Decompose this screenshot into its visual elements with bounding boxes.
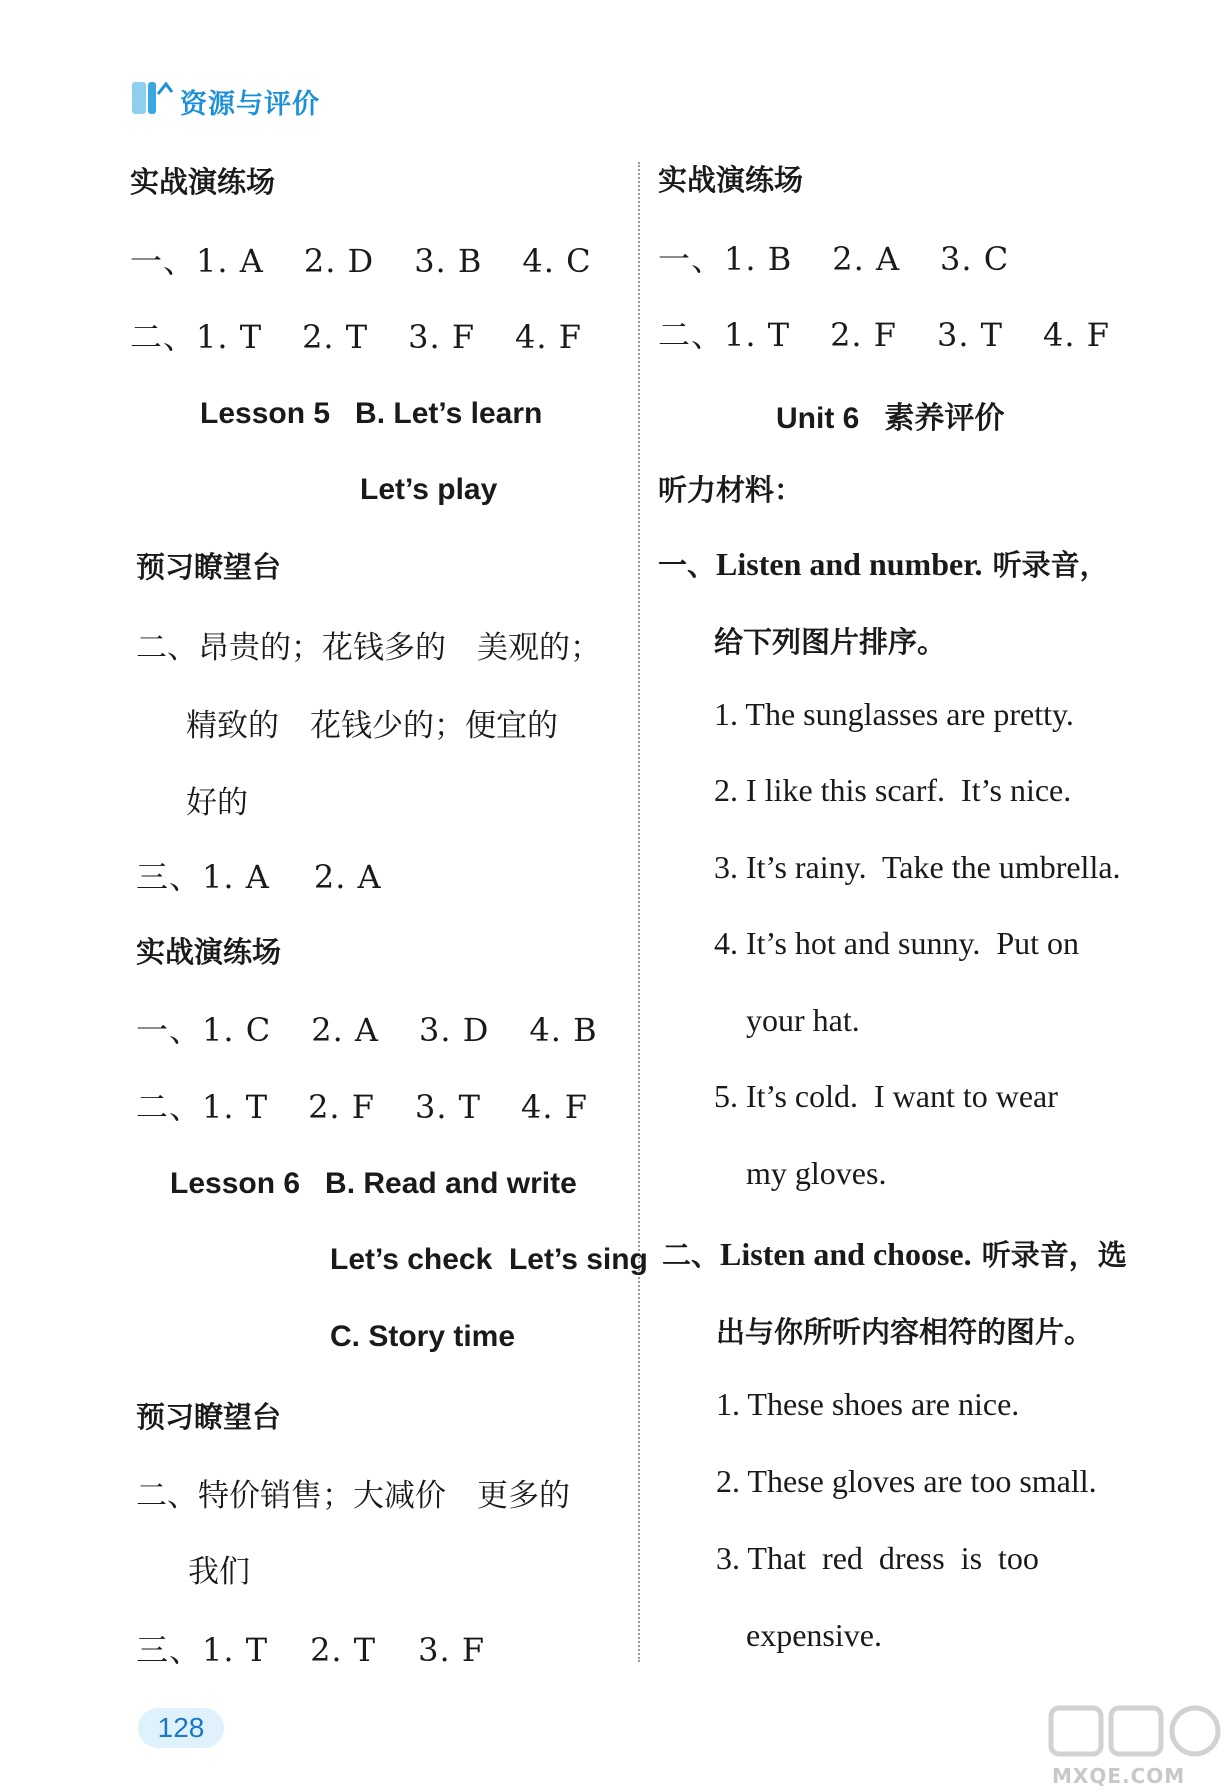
unit-heading: Unit 6 素养评价 — [776, 402, 1005, 435]
part-instruction-cont: 出与你所听内容相符的图片。 — [716, 1315, 1094, 1349]
answer-line: 二、特价销售；大减价 更多的 — [136, 1478, 570, 1514]
part-heading — [658, 543, 1109, 584]
answer: 1. T — [196, 318, 263, 356]
script-line: my gloves. — [746, 1155, 887, 1191]
answer: 3. F — [418, 1631, 486, 1669]
material-title: 听力材料： — [658, 473, 804, 507]
part-instruction-zh: 听录音， — [982, 548, 1109, 582]
answer: 3. C — [940, 240, 1010, 278]
lesson-heading: Lesson 5 B. Let’s learn — [200, 397, 543, 430]
answer: 1. A — [196, 242, 264, 280]
question-label: 一、 — [136, 1011, 203, 1049]
question-label: 一、 — [130, 242, 197, 280]
answer-line: 我们 — [188, 1554, 250, 1590]
answer: 3. T — [936, 316, 1004, 354]
script-line: your hat. — [746, 1002, 860, 1038]
section-title: 预习瞭望台 — [136, 550, 282, 584]
answer: 1. T — [724, 316, 791, 354]
answer-row — [658, 310, 1110, 356]
section-title: 实战演练场 — [658, 163, 804, 197]
answer: 2. A — [313, 858, 382, 896]
answer: 2. F — [830, 316, 897, 354]
answer: 3. D — [419, 1011, 490, 1049]
part-instruction-en: Listen and number. — [716, 546, 983, 582]
part-heading — [662, 1233, 1127, 1274]
answer: 1. B — [724, 240, 793, 278]
book-logo-icon — [130, 78, 174, 118]
question-label: 三、 — [136, 1631, 203, 1669]
answer: 1. A — [202, 858, 270, 896]
script-line: 2. These gloves are too small. — [716, 1463, 1097, 1499]
answer: 3. T — [414, 1088, 482, 1126]
answer: 2. T — [302, 318, 369, 356]
answer: 3. F — [408, 318, 476, 356]
watermark-url: MXQE.COM — [1052, 1764, 1186, 1788]
question-label: 二、 — [658, 316, 725, 354]
answer-line: 好的 — [186, 785, 248, 821]
page-number: 128 — [157, 1712, 205, 1743]
section-title: 实战演练场 — [130, 165, 276, 199]
answer-line: 精致的 花钱少的；便宜的 — [186, 708, 558, 744]
section-title: 实战演练场 — [136, 935, 282, 969]
script-line: 4. It’s hot and sunny. Put on — [714, 925, 1080, 961]
answer-row — [136, 1005, 598, 1051]
part-label: 二、 — [662, 1238, 721, 1272]
lesson-heading: Lesson 6 B. Read and write — [170, 1167, 577, 1200]
part-label: 一、 — [658, 548, 717, 582]
answer: 1. C — [202, 1011, 272, 1049]
answer: 4. C — [522, 242, 592, 280]
answer: 1. T — [202, 1631, 269, 1669]
answer: 1. T — [202, 1088, 269, 1126]
answer: 4. F — [521, 1088, 588, 1126]
answer-row — [130, 236, 592, 282]
answer: 2. T — [310, 1631, 377, 1669]
answer-row — [136, 1082, 588, 1128]
script-line: 3. It’s rainy. Take the umbrella. — [714, 849, 1121, 885]
question-label: 二、 — [136, 1088, 203, 1126]
script-line: 2. I like this scarf. It’s nice. — [714, 772, 1072, 808]
part-instruction-cont: 给下列图片排序。 — [714, 625, 947, 659]
column-divider — [638, 162, 640, 1662]
answer: 2. D — [303, 242, 375, 280]
answer: 2. F — [308, 1088, 375, 1126]
lesson-subheading: C. Story time — [330, 1320, 516, 1353]
answer: 2. A — [832, 240, 901, 278]
answer-row — [658, 234, 1009, 280]
answer-row — [136, 852, 382, 898]
lesson-subheading: Let’s check Let’s sing — [330, 1243, 648, 1276]
answer-row — [130, 312, 582, 358]
answer: 2. A — [311, 1011, 380, 1049]
part-instruction-zh: 听录音，选 — [971, 1238, 1127, 1272]
answer: 3. B — [414, 242, 483, 280]
script-line: 3. That red dress is too — [716, 1540, 1039, 1576]
question-label: 二、 — [130, 318, 197, 356]
lesson-subheading: Let’s play — [360, 473, 498, 506]
script-line: 5. It’s cold. I want to wear — [714, 1078, 1058, 1114]
answer: 4. F — [515, 318, 582, 356]
question-label: 三、 — [136, 858, 203, 896]
section-title: 预习瞭望台 — [136, 1400, 282, 1434]
script-line: 1. The sunglasses are pretty. — [714, 696, 1074, 732]
answer-line: 二、昂贵的；花钱多的 美观的； — [136, 630, 601, 666]
answer: 4. B — [529, 1011, 598, 1049]
answer-row — [136, 1625, 485, 1671]
question-label: 一、 — [658, 240, 725, 278]
header-title: 资源与评价 — [180, 89, 320, 120]
script-line: 1. These shoes are nice. — [716, 1386, 1020, 1422]
answer: 4. F — [1043, 316, 1110, 354]
script-line: expensive. — [746, 1617, 882, 1653]
part-instruction-en: Listen and choose. — [720, 1236, 972, 1272]
